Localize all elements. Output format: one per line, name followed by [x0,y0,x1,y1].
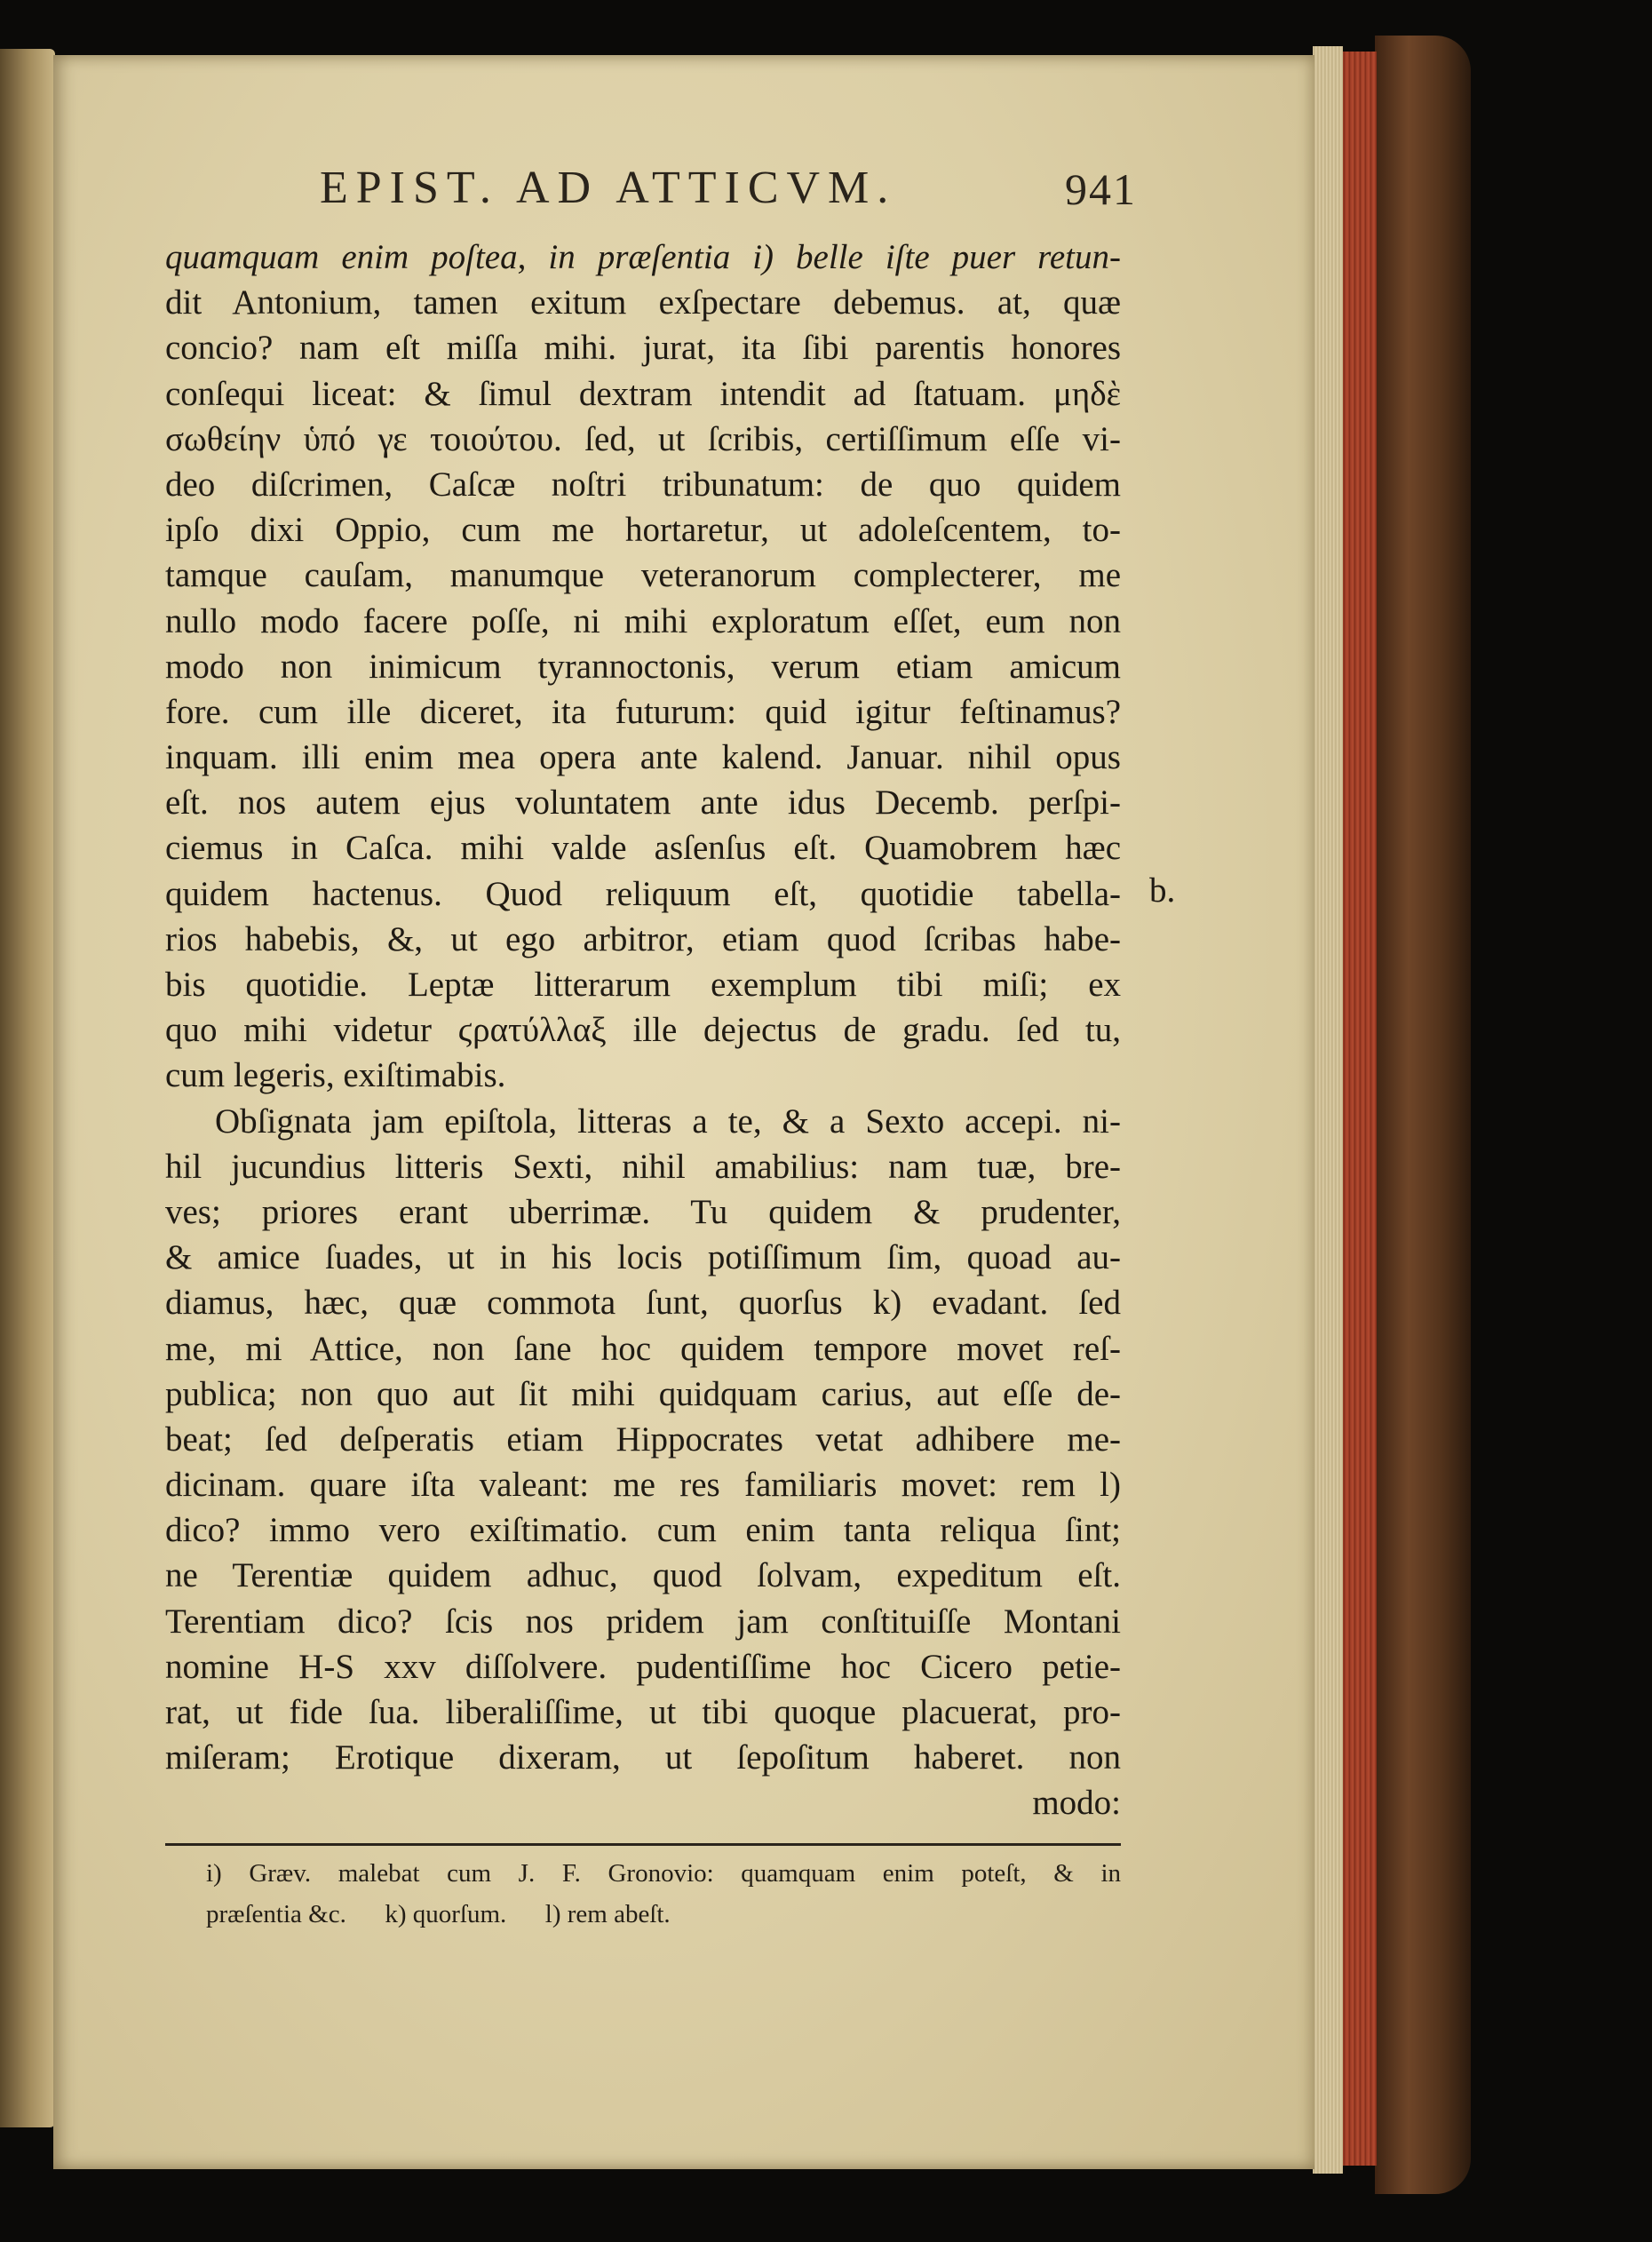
red-fore-edge [1339,52,1377,2166]
text-line: diamus, hæc, quæ commota ſunt, quorſus k) evadant. ſed [165,1284,1121,1323]
text-line: Terentiam dico? ſcis nos pridem jam conſtituiſſe Montani [165,1602,1121,1641]
text-line: concio? nam eſt miſſa mihi. jurat, ita ſibi parentis honores [165,329,1121,368]
text-line: dit Antonium, tamen exitum exſpectare debemus. at, quæ [165,283,1121,322]
text-line: ne Terentiæ quidem adhuc, quod ſolvam, expeditum eſt. [165,1556,1121,1595]
text-line: dicinam. quare iſta valeant: me res familiaris movet: rem l) [165,1466,1121,1505]
catchword: modo: [1032,1784,1121,1823]
text-line: modo non inimicum tyrannoctonis, verum etiam amicum [165,647,1121,686]
text-line: fore. cum ille diceret, ita futurum: quid igitur feſtinamus? [165,692,1121,731]
footnote-line: præſentia &c. k) quorſum. l) rem abeſt. [206,1900,671,1928]
text-line: quamquam enim poſtea, in præſentia i) belle iſte puer retun- [165,238,1121,276]
text-line: quidem hactenus. Quod reliquum eſt, quotidie tabella- [165,874,1121,913]
text-line: & amice ſuades, ut in his locis potiſſimum ſim, quoad au- [165,1238,1121,1277]
text-line: cum legeris, exiſtimabis. [165,1056,506,1095]
text-line: quo mihi videtur ϛρατύλλαξ ille dejectus de gradu. ſed tu, [165,1011,1121,1050]
running-head: EPIST. AD ATTICVM. [320,163,897,213]
text-line: inquam. illi enim mea opera ante kalend. Januar. nihil opus [165,738,1121,777]
body-text [165,235,1121,1826]
footnote-rule [165,1843,1121,1846]
text-line: me, mi Attice, non ſane hoc quidem tempore movet reſ- [165,1329,1121,1368]
footnotes [206,1853,1121,1935]
page-header [320,162,1137,224]
text-line: publica; non quo aut ſit mihi quidquam carius, aut eſſe de- [165,1374,1121,1413]
text-line: dico? immo vero exiſtimatio. cum enim tanta reliqua ſint; [165,1511,1121,1550]
text-line: nomine H-S xxv diſſolvere. pudentiſſime hoc Cicero petie- [165,1647,1121,1686]
text-line: rat, ut fide ſua. liberaliſſime, ut tibi quoque placuerat, pro- [165,1693,1121,1731]
margin-note: b. [1149,871,1176,910]
page-stack-edges [1313,46,1343,2174]
text-line: hil jucundius litteris Sexti, nihil amabilius: nam tuæ, bre- [165,1147,1121,1186]
page-number: 941 [1065,164,1137,214]
text-line: rios habebis, &, ut ego arbitror, etiam quod ſcribas habe- [165,919,1121,958]
text-line: σωθείην ὑπό γε τοιούτου. ſed, ut ſcribis, certiſſimum eſſe vi- [165,419,1121,458]
text-line: tamque cauſam, manumque veteranorum complecterer, me [165,556,1121,595]
book-binding [1375,36,1471,2194]
text-line: nullo modo facere poſſe, ni mihi exploratum eſſet, eum non [165,601,1121,640]
text-line: ves; priores erant uberrimæ. Tu quidem & prudenter, [165,1192,1121,1231]
text-line: beat; ſed deſperatis etiam Hippocrates vetat adhibere me- [165,1419,1121,1459]
paragraph-start-line: Obſignata jam epiſtola, litteras a te, & a Sexto accepi. ni- [215,1101,1121,1141]
previous-page-edge [0,49,55,2127]
text-line: deo diſcrimen, Caſcæ noſtri tribunatum: de quo quidem [165,465,1121,504]
text-line: eſt. nos autem ejus voluntatem ante idus Decemb. perſpi- [165,783,1121,823]
text-line: ciemus in Caſca. mihi valde asſenſus eſt. Quamobrem hæc [165,829,1121,868]
text-line: bis quotidie. Leptæ litterarum exemplum tibi miſi; ex [165,966,1121,1004]
text-line: miſeram; Erotique dixeram, ut ſepoſitum haberet. non [165,1738,1121,1777]
text-line: conſequi liceat: & ſimul dextram intendit ad ſtatuam. μηδὲ [165,374,1121,413]
footnote-line: i) Græv. malebat cum J. F. Gronovio: quamquam enim poteſt, & in [206,1859,1121,1888]
text-line: ipſo dixi Oppio, cum me hortaretur, ut adoleſcentem, to- [165,511,1121,550]
